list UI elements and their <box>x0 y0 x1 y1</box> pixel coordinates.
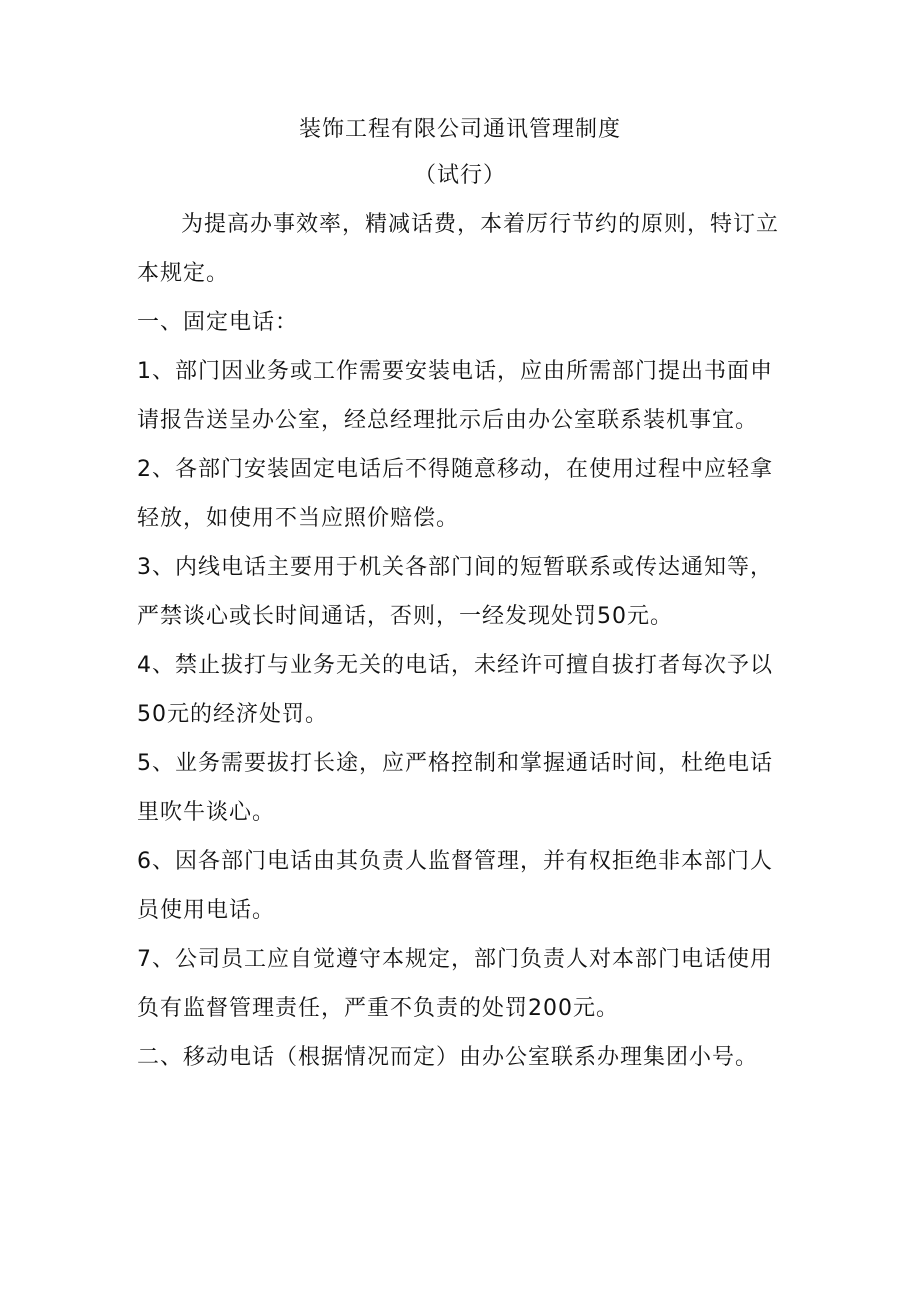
rule-item-7: 7、公司员工应自觉遵守本规定，部门负责人对本部门电话使用负有监督管理责任，严重不负责的处罚200元。 <box>137 947 773 1021</box>
section-heading-mobile-phone: 二、移动电话（根据情况而定）由办公室联系办理集团小号。 <box>137 1045 759 1070</box>
rule-item-3: 3、内线电话主要用于机关各部门间的短暂联系或传达通知等，严禁谈心或长时间通话，否则，一经发现处罚50元。 <box>137 555 773 629</box>
intro-paragraph: 为提高办事效率，精减话费，本着厉行节约的原则，特订立本规定。 <box>137 212 780 286</box>
rule-item-6: 6、因各部门电话由其负责人监督管理，并有权拒绝非本部门人员使用电话。 <box>137 849 773 923</box>
rule-item-1: 1、部门因业务或工作需要安装电话，应由所需部门提出书面申请报告送呈办公室，经总经理批示后由办公室联系装机事宜。 <box>137 359 773 433</box>
rule-item-2: 2、各部门安装固定电话后不得随意移动，在使用过程中应轻拿轻放，如使用不当应照价赔偿。 <box>137 457 773 531</box>
document-title: 装饰工程有限公司通讯管理制度 <box>298 117 621 142</box>
section-heading-fixed-phone: 一、固定电话： <box>137 310 299 335</box>
document-subtitle: （试行） <box>413 163 506 188</box>
rule-item-4: 4、禁止拔打与业务无关的电话，未经许可擅自拔打者每次予以50元的经济处罚。 <box>137 653 773 727</box>
rule-item-5: 5、业务需要拔打长途，应严格控制和掌握通话时间，杜绝电话里吹牛谈心。 <box>137 751 773 825</box>
